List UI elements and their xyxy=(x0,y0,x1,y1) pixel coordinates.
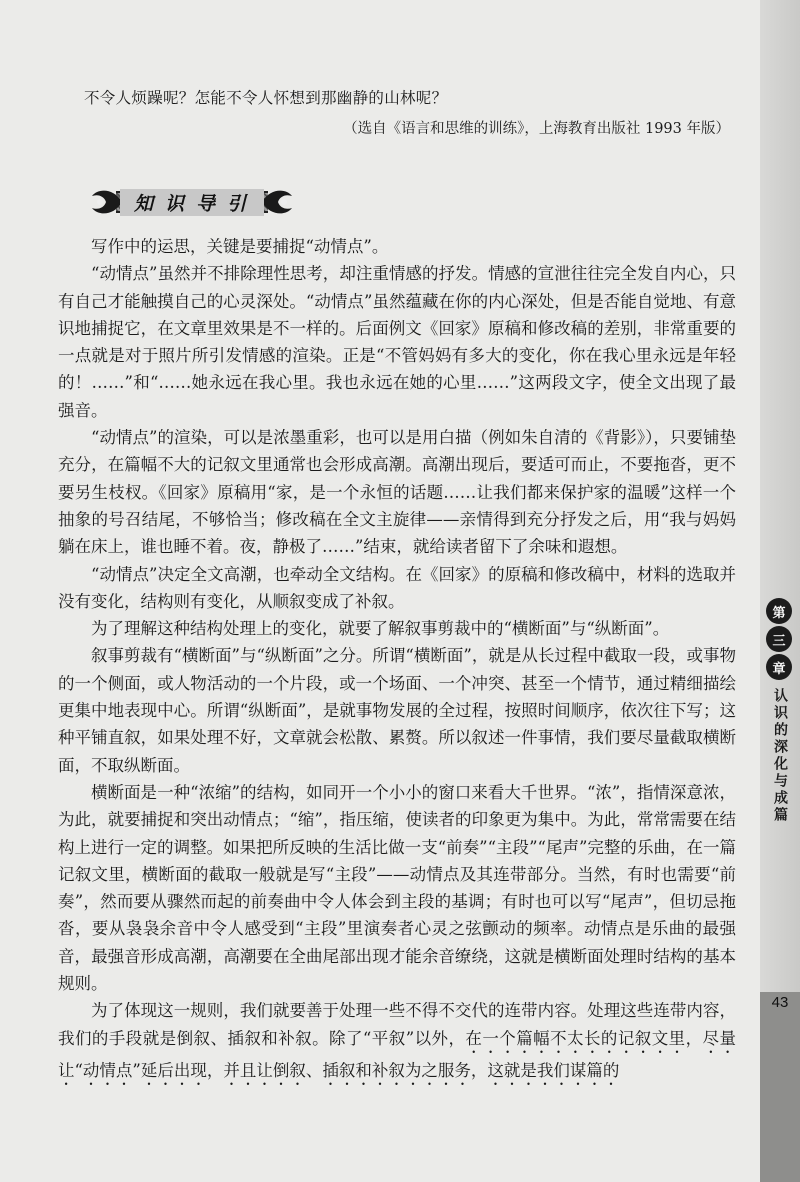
right-ornament-icon xyxy=(260,184,296,220)
source-citation: （选自《语言和思维的训练》，上海教育出版社 1993 年版） xyxy=(343,121,730,137)
paragraph-last xyxy=(58,997,736,1088)
left-ornament-icon xyxy=(88,184,124,220)
page-number-tab xyxy=(760,992,800,1182)
paragraph: 叙事剪裁有“横断面”与“纵断面”之分。所谓“横断面”，就是从长过程中截取一段，或事物的一个侧面，或人物活动的一个片段，或一个场面、一个冲突、甚至一个情节，通过精细描绘更集中地表现中心。所谓“纵断面”，是就事物发展的全过程，按照时间顺序，依次往下写；这种平铺直叙，如果处理不好，文章就会松散、累赘。所以叙述一件事情，我们要尽量截取横断面，不取纵断面。 xyxy=(58,646,736,775)
chapter-marker: 章 xyxy=(766,654,792,680)
paragraph: “动情点”决定全文高潮，也牵动全文结构。在《回家》的原稿和修改稿中，材料的选取并没有变化，结构则有变化，从顺叙变成了补叙。 xyxy=(58,564,736,611)
paragraph: “动情点”的渲染，可以是浓墨重彩，也可以是用白描（例如朱自清的《背影》），只要铺垫充分，在篇幅不大的记叙文里通常也会形成高潮。高潮出现后，要适可而止，不要拖沓，更不要另生枝杈。《回家》原稿用“家，是一个永恒的话题……让我们都来保护家的温暖”这样一个抽象的号召结尾，不够恰当；修改稿在全文主旋律——亲情得到充分抒发之后，用“我与妈妈躺在床上，谁也睡不着。夜，静极了……”结束，就给读者留下了余味和遐想。 xyxy=(58,428,736,557)
last-paragraph-start: 为了体现这一规则，我们就要善于处理一些不得不交代的连带内容。处理这些连带内容，我们的手段就是倒叙、插叙和补叙。除了“平叙”以外， xyxy=(58,1001,736,1048)
page-number: 43 xyxy=(771,994,789,1011)
emphasized-text: 在一个篇幅不太长的记叙文里，尽量让“动情点”延后出现，并且让倒叙、插叙和补叙为之服务，这就是我们谋篇的 xyxy=(58,1028,737,1080)
intro-line: 不令人烦躁呢？怎能不令人怀想到那幽静的山林呢？ xyxy=(84,89,448,107)
paragraph: 横断面是一种“浓缩”的结构，如同开一个小小的窗口来看大千世界。“浓”，指情深意浓，为此，就要捕捉和突出动情点；“缩”，指压缩，使读者的印象更为集中。为此，常常需要在结构上进行一定的调整。如果把所反映的生活比做一支“前奏”“主段”“尾声”完整的乐曲，在一篇记叙文里，横断面的截取一般就是写“主段”——动情点及其连带部分。当然，有时也需要“前奏”，然而要从骤然而起的前奏曲中令人体会到主段的基调；有时也可以写“尾声”，但切忌拖沓，要从袅袅余音中令人感受到“主段”里演奏者心灵之弦颤动的频率。动情点是乐曲的最强音，最强音形成高潮，高潮要在全曲尾部出现才能余音缭绕，这就是横断面处理时结构的基本规则。 xyxy=(58,782,736,994)
chapter-marker: 三 xyxy=(766,626,792,652)
chapter-title: 认识的深化与成篇 xyxy=(772,688,788,824)
chapter-marker: 第 xyxy=(766,598,792,624)
body-text xyxy=(58,233,736,1089)
section-title: 知识导引 xyxy=(120,189,264,216)
paragraph: “动情点”虽然并不排除理性思考，却注重情感的抒发。情感的宣泄往往完全发自内心，只有自己才能触摸自己的心灵深处。“动情点”虽然蕴藏在你的内心深处，但是否能自觉地、有意识地捕捉它，在文章里效果是不一样的。后面例文《回家》原稿和修改稿的差别，非常重要的一点就是对于照片所引发情感的渲染。正是“不管妈妈有多大的变化，你在我心里永远是年轻的！……”和“……她永远在我心里。我也永远在她的心里……”这两段文字，使全文出现了最强音。 xyxy=(58,264,736,420)
section-banner xyxy=(88,184,296,220)
paragraph: 写作中的运思，关键是要捕捉“动情点”。 xyxy=(91,237,389,256)
paragraph: 为了理解这种结构处理上的变化，就要了解叙事剪裁中的“横断面”与“纵断面”。 xyxy=(91,619,670,639)
